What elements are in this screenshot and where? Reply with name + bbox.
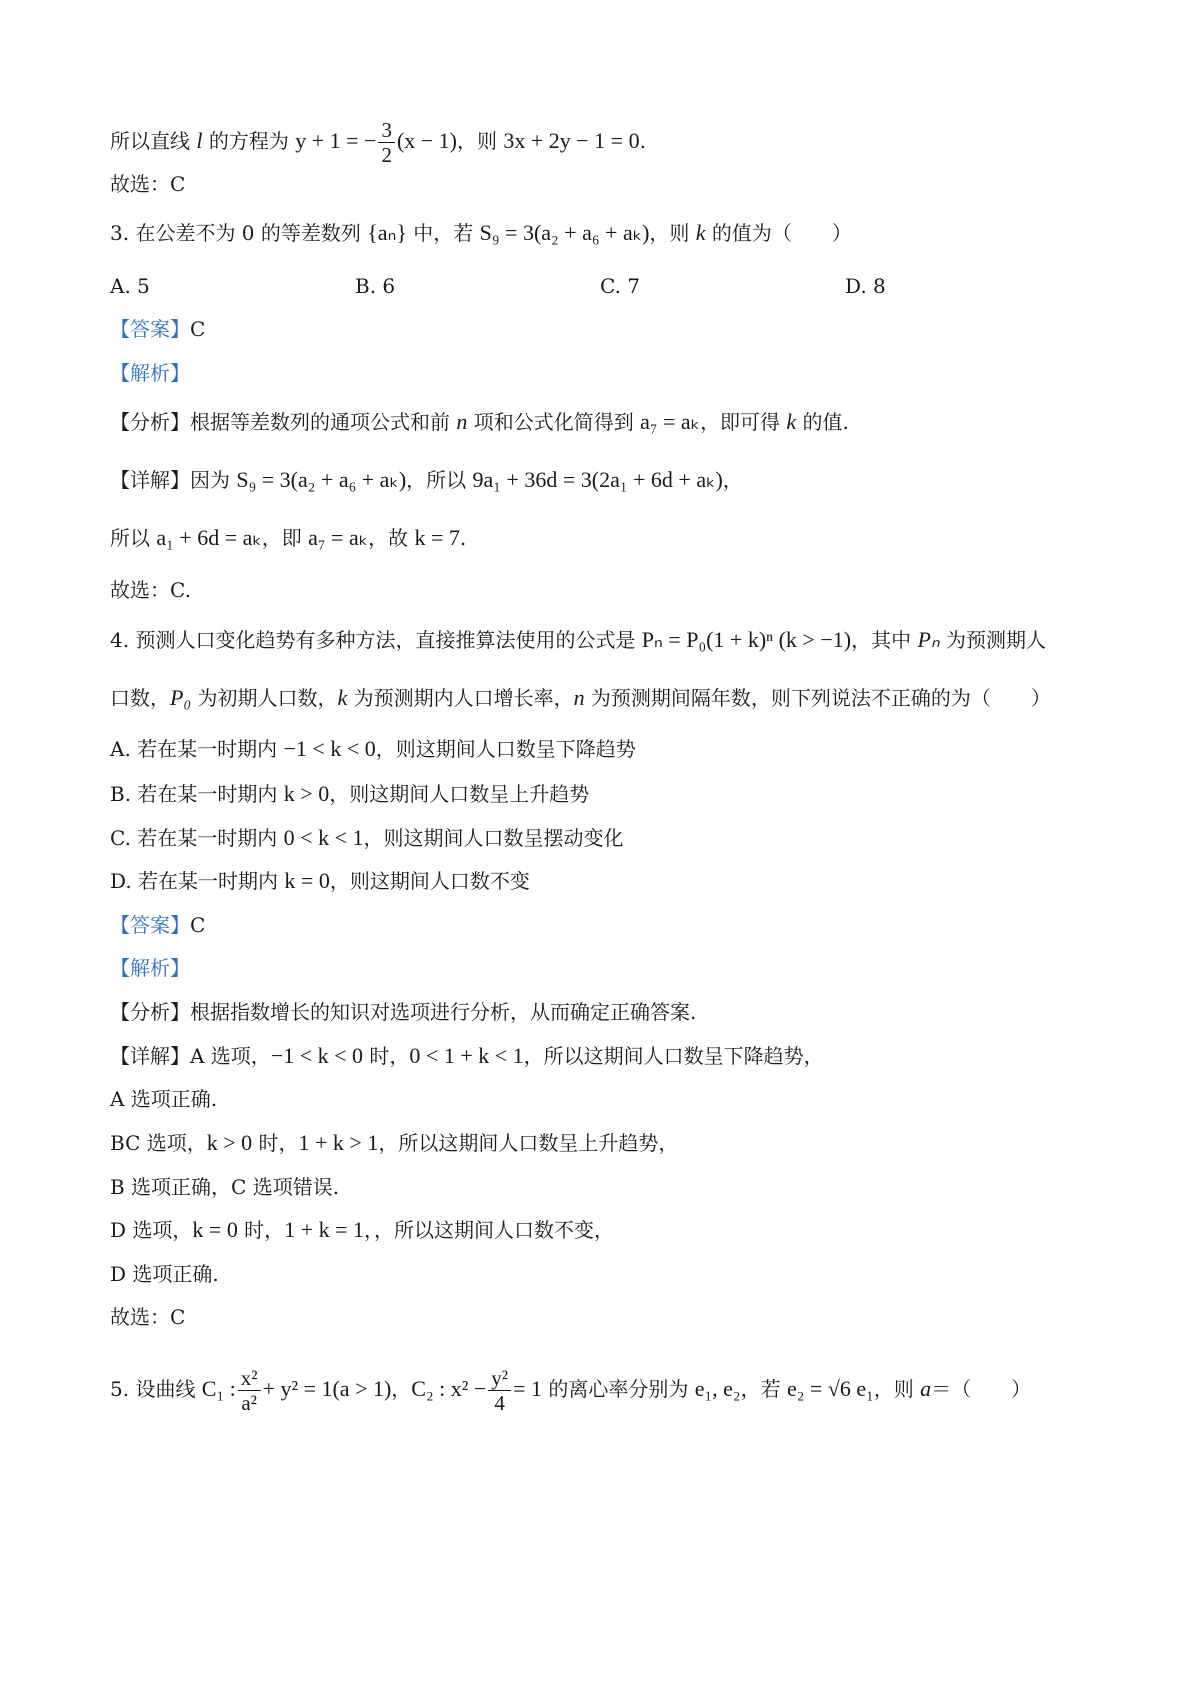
math: k > 0 xyxy=(206,1130,253,1155)
text: ，所以 xyxy=(406,468,473,492)
math: C₂ : x² − xyxy=(411,1376,487,1401)
text-line xyxy=(110,1303,185,1331)
text: 的方程为 xyxy=(202,129,296,153)
math: {aₙ} xyxy=(367,220,407,245)
text: ＝（ ） xyxy=(931,1377,1032,1401)
text: 所以直线 xyxy=(110,129,197,153)
text: 为预测期间隔年数，则下列说法不正确的为（ ） xyxy=(584,686,1051,710)
fraction xyxy=(378,118,395,167)
text-line xyxy=(110,170,185,198)
text: ，则这期间人口数呈摆动变化 xyxy=(363,826,624,850)
text: ， xyxy=(722,468,743,492)
answer-value: C xyxy=(190,317,206,341)
analysis-tag: 【分析】 xyxy=(110,410,190,434)
detail-tag: 【详解】 xyxy=(110,468,190,492)
math: n xyxy=(573,685,585,710)
text: 口数， xyxy=(110,686,170,710)
math: + y² = 1(a > 1) xyxy=(262,1376,392,1401)
fraction-denominator: 4 xyxy=(494,1391,505,1415)
math: (x − 1) xyxy=(396,128,457,153)
text: 因为 xyxy=(190,468,237,492)
text: 的值为（ ） xyxy=(705,221,852,245)
math: a₇ = aₖ xyxy=(640,409,701,434)
text: B. 若在某一时期内 xyxy=(110,782,284,806)
text: 为预测期内人口增长率， xyxy=(347,686,574,710)
text: 4. 预测人口变化趋势有多种方法，直接推算法使用的公式是 xyxy=(110,628,642,652)
option-b: B. 6 xyxy=(355,274,396,298)
math: k > 0 xyxy=(283,781,330,806)
text-line xyxy=(110,1129,678,1157)
question-4 xyxy=(110,626,1046,654)
question-3 xyxy=(110,219,852,247)
text: 为预测期人 xyxy=(939,628,1047,652)
answer-line xyxy=(110,911,205,939)
fraction xyxy=(238,1366,261,1415)
math: 0 < k < 1 xyxy=(283,825,364,850)
math: C₁ : xyxy=(201,1376,236,1401)
question-4-cont xyxy=(110,684,1051,712)
answer-line xyxy=(110,315,205,343)
text: ，则这期间人口数呈上升趋势 xyxy=(329,782,590,806)
math: n xyxy=(456,409,468,434)
text: C. 若在某一时期内 xyxy=(110,826,284,850)
text: D 选项， xyxy=(110,1218,193,1242)
math: 1 + k = 1 xyxy=(284,1217,365,1242)
math: 1 + k > 1 xyxy=(298,1130,379,1155)
text: . xyxy=(639,129,646,153)
text: ，故 xyxy=(368,526,415,550)
question-5 xyxy=(110,1366,1031,1415)
text: A 选项， xyxy=(190,1044,271,1068)
math: Pₙ xyxy=(917,627,940,652)
math: a xyxy=(920,1376,932,1401)
analysis-line xyxy=(110,408,849,436)
text-line xyxy=(110,524,466,552)
text: 故选：C. xyxy=(110,578,191,602)
option-d: D. 8 xyxy=(845,274,886,298)
text: ，则这期间人口数不变 xyxy=(329,869,530,893)
text: 中，若 xyxy=(406,221,480,245)
detail-line xyxy=(110,466,743,494)
text: 故选：C xyxy=(110,172,186,196)
math: k xyxy=(337,685,348,710)
math: 9a₁ + 36d = 3(2a₁ + 6d + aₖ) xyxy=(472,467,723,492)
math: a₁ + 6d = aₖ xyxy=(156,525,262,550)
option-a xyxy=(110,735,636,763)
text: . xyxy=(459,526,467,550)
text: 所以 xyxy=(110,526,157,550)
text: 故选：C xyxy=(110,1305,186,1329)
math: e₂ = √6 e₁ xyxy=(786,1376,874,1401)
detail-line xyxy=(110,1042,824,1070)
math: k = 0 xyxy=(284,868,330,893)
analysis-line xyxy=(110,998,696,1026)
text: ，则 xyxy=(873,1377,921,1401)
text: ，若 xyxy=(740,1377,787,1401)
option-b xyxy=(110,780,589,808)
text: 的离心率分别为 xyxy=(541,1377,695,1401)
math: 3x + 2y − 1 = 0 xyxy=(503,128,640,153)
math: a₇ = aₖ xyxy=(308,525,369,550)
option-c: C. 7 xyxy=(600,274,641,298)
fraction-numerator: 3 xyxy=(378,118,395,143)
text: 3. 在公差不为 0 的等差数列 xyxy=(110,221,368,245)
text: D 选项正确. xyxy=(110,1262,219,1286)
math: P₀ xyxy=(170,685,192,710)
math: S₉ = 3(a₂ + a₆ + aₖ) xyxy=(479,220,650,245)
math: e₁, e₂ xyxy=(694,1376,741,1401)
text: A. 若在某一时期内 xyxy=(110,737,284,761)
text: ，即 xyxy=(261,526,309,550)
text: 为初期人口数， xyxy=(191,686,338,710)
text: ， xyxy=(391,1377,412,1401)
answer-value: C xyxy=(190,913,206,937)
math: S₉ = 3(a₂ + a₆ + aₖ) xyxy=(236,467,407,492)
text: ，所以这期间人口数呈下降趋势， xyxy=(523,1044,824,1068)
text: ，则 xyxy=(649,221,696,245)
math: k = 0 xyxy=(192,1217,238,1242)
text: ，则这期间人口数呈下降趋势 xyxy=(375,737,636,761)
math: y + 1 = − xyxy=(295,128,377,153)
math: −1 < k < 0 xyxy=(270,1043,364,1068)
option-c xyxy=(110,824,624,852)
text: B 选项正确，C 选项错误. xyxy=(110,1175,340,1199)
text-line xyxy=(110,1173,339,1201)
analysis-heading xyxy=(110,359,190,387)
text: A 选项正确. xyxy=(110,1087,218,1111)
option-d xyxy=(110,867,530,895)
text-line xyxy=(110,576,191,604)
math: Pₙ = P₀(1 + k)ⁿ (k > −1) xyxy=(641,627,852,652)
math: = 1 xyxy=(513,1376,542,1401)
option-a: A. 5 xyxy=(110,274,150,298)
text: ，，所以这期间人口数不变， xyxy=(364,1218,615,1242)
text: ，其中 xyxy=(851,628,918,652)
analysis-tag: 【分析】 xyxy=(110,1000,190,1024)
math: 0 < 1 + k < 1 xyxy=(409,1043,524,1068)
fraction xyxy=(488,1366,511,1415)
text: 时， xyxy=(237,1218,285,1242)
math: k xyxy=(786,409,797,434)
detail-tag: 【详解】 xyxy=(110,1044,190,1068)
text: ，即可得 xyxy=(700,410,787,434)
text-line xyxy=(110,118,646,167)
text: ，则 xyxy=(457,129,504,153)
text-line xyxy=(110,1216,614,1244)
math: k xyxy=(695,220,706,245)
text: 5. 设曲线 xyxy=(110,1377,202,1401)
analysis-heading xyxy=(110,954,190,982)
answer-tag: 【答案】 xyxy=(110,913,190,937)
fraction-numerator: x² xyxy=(238,1366,261,1391)
math: −1 < k < 0 xyxy=(283,736,376,761)
text-line xyxy=(110,1260,219,1288)
fraction-numerator: y² xyxy=(488,1366,511,1391)
fraction-denominator: a² xyxy=(241,1391,257,1415)
text: 根据等差数列的通项公式和前 xyxy=(190,410,457,434)
fraction-denominator: 2 xyxy=(381,143,392,167)
text: 项和公式化简得到 xyxy=(467,410,641,434)
text: D. 若在某一时期内 xyxy=(110,869,285,893)
text: 根据指数增长的知识对选项进行分析，从而确定正确答案. xyxy=(190,1000,697,1024)
text: BC 选项， xyxy=(110,1131,207,1155)
answer-tag: 【答案】 xyxy=(110,317,190,341)
text: 的值. xyxy=(796,410,849,434)
analysis-tag: 【解析】 xyxy=(110,956,190,980)
text: 时， xyxy=(252,1131,299,1155)
math: l xyxy=(196,128,203,153)
options-row xyxy=(110,272,1110,300)
text: ，所以这期间人口数呈上升趋势， xyxy=(378,1131,679,1155)
analysis-tag: 【解析】 xyxy=(110,361,190,385)
text-line xyxy=(110,1085,217,1113)
text: 时， xyxy=(363,1044,410,1068)
math: k = 7 xyxy=(414,525,460,550)
